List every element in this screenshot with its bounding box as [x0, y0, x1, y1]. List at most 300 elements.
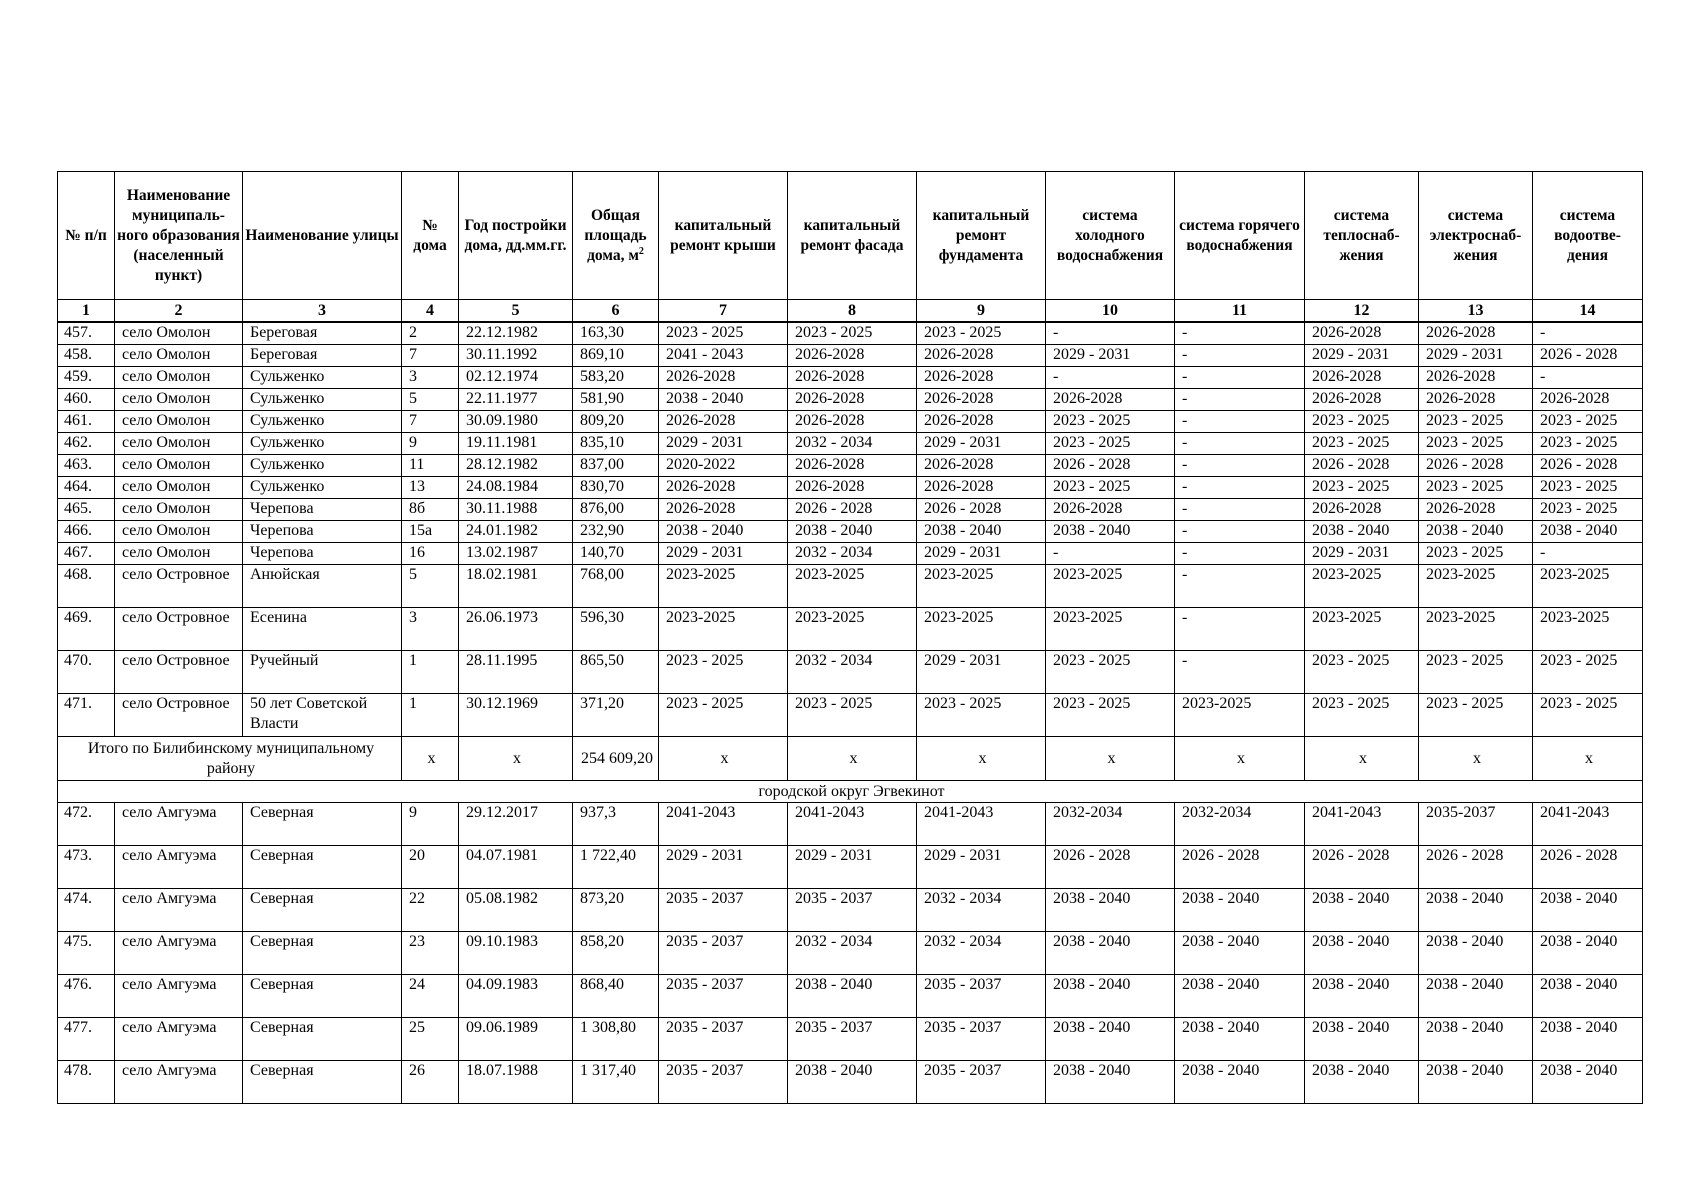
- street-cell: Ручейный: [243, 651, 402, 694]
- heating-cell: 2029 - 2031: [1305, 345, 1419, 367]
- column-number: 11: [1175, 300, 1305, 323]
- house-number-cell: 3: [402, 367, 459, 389]
- table-row: [58, 433, 1643, 455]
- electricity-cell: 2026-2028: [1419, 367, 1533, 389]
- heating-cell: 2038 - 2040: [1305, 521, 1419, 543]
- foundation-repair-cell: 2035 - 2037: [917, 1061, 1046, 1104]
- foundation-repair-cell: 2035 - 2037: [917, 1018, 1046, 1061]
- total-area-cell: 937,3: [573, 803, 659, 846]
- municipality-cell: село Амгуэма: [115, 803, 243, 846]
- facade-repair-cell: 2026-2028: [788, 367, 917, 389]
- drainage-cell: 2023 - 2025: [1533, 411, 1643, 433]
- roof-repair-cell: 2020-2022: [659, 455, 788, 477]
- heating-cell: 2026-2028: [1305, 389, 1419, 411]
- facade-repair-cell: 2041-2043: [788, 803, 917, 846]
- facade-repair-cell: 2038 - 2040: [788, 1061, 917, 1104]
- foundation-repair-cell: 2023 - 2025: [917, 694, 1046, 737]
- house-number-cell: 22: [402, 889, 459, 932]
- column-number: 10: [1046, 300, 1175, 323]
- table-row: [58, 975, 1643, 1018]
- electricity-cell: 2023-2025: [1419, 565, 1533, 608]
- heating-cell: 2026 - 2028: [1305, 846, 1419, 889]
- house-number-cell: 5: [402, 389, 459, 411]
- table-row: [58, 521, 1643, 543]
- total-area-cell: 232,90: [573, 521, 659, 543]
- street-cell: Северная: [243, 889, 402, 932]
- build-year-cell: 22.12.1982: [459, 322, 573, 345]
- total-area-cell: 140,70: [573, 543, 659, 565]
- build-year-cell: 22.11.1977: [459, 389, 573, 411]
- total-area-cell: 868,40: [573, 975, 659, 1018]
- hot-water-cell: -: [1175, 345, 1305, 367]
- build-year-cell: 28.12.1982: [459, 455, 573, 477]
- facade-repair-cell: 2035 - 2037: [788, 1018, 917, 1061]
- municipality-cell: село Омолон: [115, 521, 243, 543]
- repair-schedule-table: [57, 171, 1643, 1104]
- drainage-cell: 2023 - 2025: [1533, 651, 1643, 694]
- table-row: [58, 455, 1643, 477]
- row-number-cell: 471.: [58, 694, 115, 737]
- header-facade-repair: капитальный ремонт фасада: [788, 172, 917, 300]
- municipality-cell: село Островное: [115, 565, 243, 608]
- roof-repair-cell: 2035 - 2037: [659, 1018, 788, 1061]
- foundation-repair-cell: 2029 - 2031: [917, 651, 1046, 694]
- drainage-cell: 2023 - 2025: [1533, 499, 1643, 521]
- municipality-cell: село Омолон: [115, 433, 243, 455]
- municipality-cell: село Омолон: [115, 455, 243, 477]
- street-cell: Сульженко: [243, 411, 402, 433]
- hot-water-cell: -: [1175, 389, 1305, 411]
- house-number-cell: 9: [402, 433, 459, 455]
- column-number: 5: [459, 300, 573, 323]
- electricity-cell: 2023 - 2025: [1419, 433, 1533, 455]
- row-number-cell: 475.: [58, 932, 115, 975]
- roof-repair-cell: 2023 - 2025: [659, 694, 788, 737]
- cold-water-cell: 2023-2025: [1046, 608, 1175, 651]
- row-number-cell: 476.: [58, 975, 115, 1018]
- street-cell: Северная: [243, 803, 402, 846]
- table-row: [58, 389, 1643, 411]
- house-number-cell: 7: [402, 345, 459, 367]
- total-cell: х: [1533, 737, 1643, 781]
- house-number-cell: 24: [402, 975, 459, 1018]
- hot-water-cell: -: [1175, 411, 1305, 433]
- electricity-cell: 2023 - 2025: [1419, 694, 1533, 737]
- house-number-cell: 15а: [402, 521, 459, 543]
- hot-water-cell: 2038 - 2040: [1175, 932, 1305, 975]
- house-number-cell: 5: [402, 565, 459, 608]
- facade-repair-cell: 2026-2028: [788, 411, 917, 433]
- total-area-cell: 581,90: [573, 389, 659, 411]
- hot-water-cell: 2038 - 2040: [1175, 975, 1305, 1018]
- header-total-area: [573, 172, 659, 300]
- build-year-cell: 30.11.1992: [459, 345, 573, 367]
- ostrovnoe-rows: [58, 565, 1643, 737]
- electricity-cell: 2023-2025: [1419, 608, 1533, 651]
- column-number: 7: [659, 300, 788, 323]
- table-row: [58, 651, 1643, 694]
- heating-cell: 2026-2028: [1305, 322, 1419, 345]
- foundation-repair-cell: 2026-2028: [917, 411, 1046, 433]
- build-year-cell: 13.02.1987: [459, 543, 573, 565]
- total-cell: х: [1419, 737, 1533, 781]
- total-area-cell: 768,00: [573, 565, 659, 608]
- build-year-cell: 19.11.1981: [459, 433, 573, 455]
- electricity-cell: 2023 - 2025: [1419, 651, 1533, 694]
- street-cell: Сульженко: [243, 367, 402, 389]
- cold-water-cell: 2026 - 2028: [1046, 846, 1175, 889]
- total-area: 254 609,20: [573, 737, 659, 781]
- table-row: [58, 889, 1643, 932]
- house-number-cell: 20: [402, 846, 459, 889]
- cold-water-cell: 2023 - 2025: [1046, 411, 1175, 433]
- total-area-cell: 163,30: [573, 322, 659, 345]
- heating-cell: 2041-2043: [1305, 803, 1419, 846]
- column-number: 2: [115, 300, 243, 323]
- header-area-unit-sup: 2: [638, 245, 644, 257]
- roof-repair-cell: 2035 - 2037: [659, 932, 788, 975]
- electricity-cell: 2038 - 2040: [1419, 521, 1533, 543]
- electricity-cell: 2038 - 2040: [1419, 932, 1533, 975]
- electricity-cell: 2038 - 2040: [1419, 1061, 1533, 1104]
- header-row: [58, 172, 1643, 300]
- build-year-cell: 24.08.1984: [459, 477, 573, 499]
- drainage-cell: 2026 - 2028: [1533, 455, 1643, 477]
- row-number-cell: 467.: [58, 543, 115, 565]
- total-area-cell: 835,10: [573, 433, 659, 455]
- row-number-cell: 463.: [58, 455, 115, 477]
- municipality-cell: село Омолон: [115, 345, 243, 367]
- cold-water-cell: -: [1046, 322, 1175, 345]
- heating-cell: 2023 - 2025: [1305, 694, 1419, 737]
- table-row: [58, 1018, 1643, 1061]
- roof-repair-cell: 2026-2028: [659, 477, 788, 499]
- foundation-repair-cell: 2026-2028: [917, 455, 1046, 477]
- hot-water-cell: -: [1175, 455, 1305, 477]
- electricity-cell: 2029 - 2031: [1419, 345, 1533, 367]
- egvekinot-rows: [58, 803, 1643, 1104]
- municipality-cell: село Островное: [115, 651, 243, 694]
- table-row: [58, 367, 1643, 389]
- cold-water-cell: 2038 - 2040: [1046, 889, 1175, 932]
- table-row: [58, 477, 1643, 499]
- row-number-cell: 470.: [58, 651, 115, 694]
- facade-repair-cell: 2026 - 2028: [788, 499, 917, 521]
- header-number: № п/п: [58, 172, 115, 300]
- house-number-cell: 1: [402, 694, 459, 737]
- total-area-cell: 371,20: [573, 694, 659, 737]
- roof-repair-cell: 2026-2028: [659, 411, 788, 433]
- total-block: [58, 737, 1643, 803]
- table-row: [58, 322, 1643, 345]
- bilibino-rows: [58, 322, 1643, 565]
- total-cell: х: [1305, 737, 1419, 781]
- house-number-cell: 25: [402, 1018, 459, 1061]
- header-electricity: система электроснаб-жения: [1419, 172, 1533, 300]
- row-number-cell: 472.: [58, 803, 115, 846]
- street-cell: Северная: [243, 975, 402, 1018]
- column-number: 12: [1305, 300, 1419, 323]
- foundation-repair-cell: 2032 - 2034: [917, 889, 1046, 932]
- drainage-cell: -: [1533, 322, 1643, 345]
- facade-repair-cell: 2038 - 2040: [788, 975, 917, 1018]
- facade-repair-cell: 2023-2025: [788, 608, 917, 651]
- total-area-cell: 837,00: [573, 455, 659, 477]
- cold-water-cell: 2038 - 2040: [1046, 521, 1175, 543]
- municipality-cell: село Амгуэма: [115, 932, 243, 975]
- table-row: [58, 846, 1643, 889]
- drainage-cell: 2038 - 2040: [1533, 889, 1643, 932]
- street-cell: Северная: [243, 932, 402, 975]
- cold-water-cell: -: [1046, 543, 1175, 565]
- hot-water-cell: -: [1175, 543, 1305, 565]
- header-street: Наименование улицы: [243, 172, 402, 300]
- cold-water-cell: 2026-2028: [1046, 499, 1175, 521]
- electricity-cell: 2026-2028: [1419, 499, 1533, 521]
- foundation-repair-cell: 2023-2025: [917, 608, 1046, 651]
- roof-repair-cell: 2029 - 2031: [659, 543, 788, 565]
- column-number: 1: [58, 300, 115, 323]
- municipality-cell: село Омолон: [115, 411, 243, 433]
- street-cell: Анюйская: [243, 565, 402, 608]
- municipality-cell: село Амгуэма: [115, 975, 243, 1018]
- electricity-cell: 2023 - 2025: [1419, 411, 1533, 433]
- municipality-cell: село Амгуэма: [115, 1061, 243, 1104]
- drainage-cell: 2023-2025: [1533, 565, 1643, 608]
- facade-repair-cell: 2032 - 2034: [788, 543, 917, 565]
- total-area-cell: 869,10: [573, 345, 659, 367]
- roof-repair-cell: 2023-2025: [659, 565, 788, 608]
- cold-water-cell: 2038 - 2040: [1046, 975, 1175, 1018]
- row-number-cell: 473.: [58, 846, 115, 889]
- street-cell: Черепова: [243, 521, 402, 543]
- facade-repair-cell: 2026-2028: [788, 389, 917, 411]
- cold-water-cell: 2038 - 2040: [1046, 932, 1175, 975]
- total-area-cell: 876,00: [573, 499, 659, 521]
- section-header-row: [58, 781, 1643, 803]
- municipality-cell: село Островное: [115, 608, 243, 651]
- house-number-cell: 2: [402, 322, 459, 345]
- header-hot-water: система горячего водоснабжения: [1175, 172, 1305, 300]
- cold-water-cell: 2023 - 2025: [1046, 477, 1175, 499]
- cold-water-cell: -: [1046, 367, 1175, 389]
- roof-repair-cell: 2035 - 2037: [659, 1061, 788, 1104]
- table-row: [58, 803, 1643, 846]
- drainage-cell: 2038 - 2040: [1533, 1061, 1643, 1104]
- street-cell: Северная: [243, 1018, 402, 1061]
- total-cell: х: [459, 737, 573, 781]
- foundation-repair-cell: 2026-2028: [917, 367, 1046, 389]
- build-year-cell: 04.07.1981: [459, 846, 573, 889]
- build-year-cell: 09.06.1989: [459, 1018, 573, 1061]
- drainage-cell: 2038 - 2040: [1533, 1018, 1643, 1061]
- total-area-cell: 596,30: [573, 608, 659, 651]
- municipality-cell: село Омолон: [115, 543, 243, 565]
- foundation-repair-cell: 2029 - 2031: [917, 543, 1046, 565]
- house-number-cell: 11: [402, 455, 459, 477]
- drainage-cell: 2023 - 2025: [1533, 477, 1643, 499]
- total-area-cell: 809,20: [573, 411, 659, 433]
- foundation-repair-cell: 2032 - 2034: [917, 932, 1046, 975]
- house-number-cell: 16: [402, 543, 459, 565]
- header-foundation-repair: капитальный ремонт фундамента: [917, 172, 1046, 300]
- foundation-repair-cell: 2026-2028: [917, 389, 1046, 411]
- house-number-cell: 13: [402, 477, 459, 499]
- row-number-cell: 466.: [58, 521, 115, 543]
- facade-repair-cell: 2023 - 2025: [788, 322, 917, 345]
- total-cell: х: [659, 737, 788, 781]
- municipality-cell: село Омолон: [115, 367, 243, 389]
- hot-water-cell: 2038 - 2040: [1175, 1061, 1305, 1104]
- row-number-cell: 468.: [58, 565, 115, 608]
- row-number-cell: 459.: [58, 367, 115, 389]
- hot-water-cell: -: [1175, 608, 1305, 651]
- electricity-cell: 2023 - 2025: [1419, 477, 1533, 499]
- build-year-cell: 29.12.2017: [459, 803, 573, 846]
- heating-cell: 2023 - 2025: [1305, 477, 1419, 499]
- foundation-repair-cell: 2026-2028: [917, 345, 1046, 367]
- street-cell: Северная: [243, 846, 402, 889]
- hot-water-cell: -: [1175, 651, 1305, 694]
- build-year-cell: 30.11.1988: [459, 499, 573, 521]
- heating-cell: 2038 - 2040: [1305, 975, 1419, 1018]
- hot-water-cell: -: [1175, 433, 1305, 455]
- roof-repair-cell: 2041 - 2043: [659, 345, 788, 367]
- total-area-cell: 873,20: [573, 889, 659, 932]
- foundation-repair-cell: 2029 - 2031: [917, 846, 1046, 889]
- row-number-cell: 465.: [58, 499, 115, 521]
- total-area-cell: 1 317,40: [573, 1061, 659, 1104]
- total-area-cell: 1 722,40: [573, 846, 659, 889]
- column-number: 3: [243, 300, 402, 323]
- roof-repair-cell: 2038 - 2040: [659, 389, 788, 411]
- row-number-cell: 464.: [58, 477, 115, 499]
- heating-cell: 2038 - 2040: [1305, 889, 1419, 932]
- drainage-cell: 2026 - 2028: [1533, 846, 1643, 889]
- build-year-cell: 30.09.1980: [459, 411, 573, 433]
- header-drainage: система водоотве-дения: [1533, 172, 1643, 300]
- facade-repair-cell: 2032 - 2034: [788, 433, 917, 455]
- build-year-cell: 28.11.1995: [459, 651, 573, 694]
- build-year-cell: 05.08.1982: [459, 889, 573, 932]
- foundation-repair-cell: 2035 - 2037: [917, 975, 1046, 1018]
- drainage-cell: 2041-2043: [1533, 803, 1643, 846]
- house-number-cell: 3: [402, 608, 459, 651]
- drainage-cell: -: [1533, 543, 1643, 565]
- roof-repair-cell: 2041-2043: [659, 803, 788, 846]
- cold-water-cell: 2023-2025: [1046, 565, 1175, 608]
- facade-repair-cell: 2023 - 2025: [788, 694, 917, 737]
- facade-repair-cell: 2038 - 2040: [788, 521, 917, 543]
- hot-water-cell: -: [1175, 367, 1305, 389]
- street-cell: Береговая: [243, 345, 402, 367]
- roof-repair-cell: 2023 - 2025: [659, 322, 788, 345]
- total-area-cell: 583,20: [573, 367, 659, 389]
- header-house-number: № дома: [402, 172, 459, 300]
- electricity-cell: 2026 - 2028: [1419, 846, 1533, 889]
- table-row: [58, 932, 1643, 975]
- header-municipality: Наименование муниципаль-ного образования (населенный пункт): [115, 172, 243, 300]
- total-area-cell: 858,20: [573, 932, 659, 975]
- drainage-cell: 2038 - 2040: [1533, 932, 1643, 975]
- foundation-repair-cell: 2026-2028: [917, 477, 1046, 499]
- table-row: [58, 411, 1643, 433]
- heating-cell: 2023 - 2025: [1305, 433, 1419, 455]
- hot-water-cell: -: [1175, 477, 1305, 499]
- electricity-cell: 2038 - 2040: [1419, 889, 1533, 932]
- roof-repair-cell: 2038 - 2040: [659, 521, 788, 543]
- drainage-cell: 2026-2028: [1533, 389, 1643, 411]
- house-number-cell: 7: [402, 411, 459, 433]
- electricity-cell: 2026-2028: [1419, 389, 1533, 411]
- table-row: [58, 345, 1643, 367]
- row-number-cell: 461.: [58, 411, 115, 433]
- roof-repair-cell: 2026-2028: [659, 367, 788, 389]
- row-number-cell: 478.: [58, 1061, 115, 1104]
- row-number-cell: 474.: [58, 889, 115, 932]
- foundation-repair-cell: 2023-2025: [917, 565, 1046, 608]
- foundation-repair-cell: 2041-2043: [917, 803, 1046, 846]
- drainage-cell: 2023-2025: [1533, 608, 1643, 651]
- total-cell: х: [402, 737, 459, 781]
- build-year-cell: 24.01.1982: [459, 521, 573, 543]
- cold-water-cell: 2026-2028: [1046, 389, 1175, 411]
- table-row: [58, 694, 1643, 737]
- foundation-repair-cell: 2023 - 2025: [917, 322, 1046, 345]
- build-year-cell: 26.06.1973: [459, 608, 573, 651]
- cold-water-cell: 2023 - 2025: [1046, 433, 1175, 455]
- heating-cell: 2023 - 2025: [1305, 411, 1419, 433]
- build-year-cell: 30.12.1969: [459, 694, 573, 737]
- house-number-cell: 23: [402, 932, 459, 975]
- facade-repair-cell: 2035 - 2037: [788, 889, 917, 932]
- header-roof-repair: капитальный ремонт крыши: [659, 172, 788, 300]
- column-number-row: [58, 300, 1643, 323]
- municipality-cell: село Островное: [115, 694, 243, 737]
- hot-water-cell: 2026 - 2028: [1175, 846, 1305, 889]
- total-label: Итого по Билибинскому муниципальному району: [58, 737, 402, 781]
- roof-repair-cell: 2026-2028: [659, 499, 788, 521]
- build-year-cell: 02.12.1974: [459, 367, 573, 389]
- foundation-repair-cell: 2038 - 2040: [917, 521, 1046, 543]
- roof-repair-cell: 2023 - 2025: [659, 651, 788, 694]
- street-cell: Черепова: [243, 543, 402, 565]
- row-number-cell: 477.: [58, 1018, 115, 1061]
- electricity-cell: 2038 - 2040: [1419, 1018, 1533, 1061]
- municipality-cell: село Омолон: [115, 389, 243, 411]
- street-cell: Сульженко: [243, 477, 402, 499]
- house-number-cell: 8б: [402, 499, 459, 521]
- municipality-cell: село Амгуэма: [115, 889, 243, 932]
- column-number: 8: [788, 300, 917, 323]
- total-cell: х: [1046, 737, 1175, 781]
- total-area-cell: 1 308,80: [573, 1018, 659, 1061]
- electricity-cell: 2023 - 2025: [1419, 543, 1533, 565]
- cold-water-cell: 2032-2034: [1046, 803, 1175, 846]
- hot-water-cell: -: [1175, 499, 1305, 521]
- hot-water-cell: 2038 - 2040: [1175, 1018, 1305, 1061]
- section-title: городской округ Эгвекинот: [58, 781, 1643, 803]
- street-cell: Береговая: [243, 322, 402, 345]
- table-row: [58, 1061, 1643, 1104]
- house-number-cell: 1: [402, 651, 459, 694]
- roof-repair-cell: 2035 - 2037: [659, 975, 788, 1018]
- heating-cell: 2029 - 2031: [1305, 543, 1419, 565]
- header-build-year: Год постройки дома, дд.мм.гг.: [459, 172, 573, 300]
- heating-cell: 2023-2025: [1305, 608, 1419, 651]
- cold-water-cell: 2023 - 2025: [1046, 694, 1175, 737]
- hot-water-cell: -: [1175, 322, 1305, 345]
